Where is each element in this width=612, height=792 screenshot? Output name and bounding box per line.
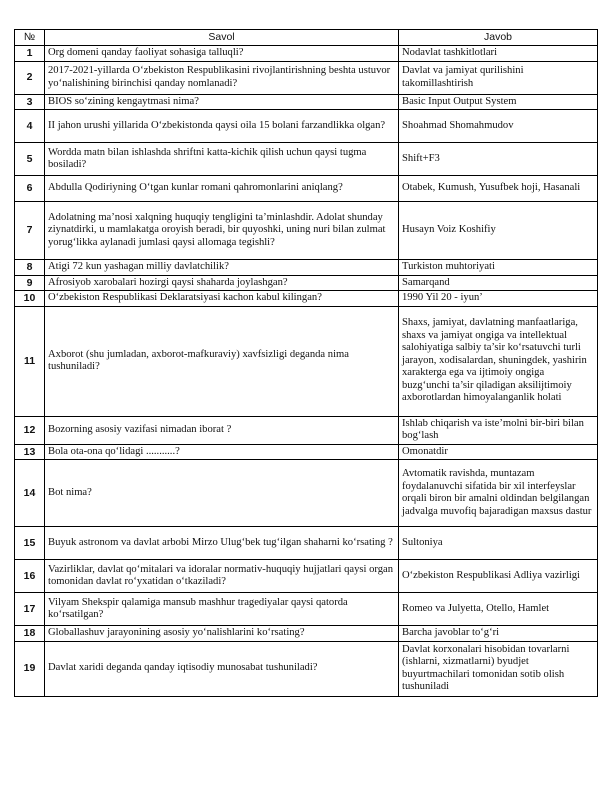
question-cell: II jahon urushi yillarida O‘zbekistonda qaysi oila 15 bolani farzandlikka olgan? [45, 110, 399, 143]
answer-cell: Turkiston muhtoriyati [399, 260, 598, 276]
table-row [15, 260, 598, 276]
row-number: 4 [15, 110, 45, 143]
table-row [15, 416, 598, 444]
question-cell: Vilyam Shekspir qalamiga mansub mashhur tragediyalar qaysi qatorda ko‘rsatilgan? [45, 593, 399, 626]
header-answer: Javob [399, 30, 598, 46]
header-row [15, 30, 598, 46]
row-number: 18 [15, 626, 45, 642]
row-number: 7 [15, 202, 45, 260]
table-row [15, 306, 598, 416]
table-row [15, 593, 598, 626]
answer-cell: Avtomatik ravishda, muntazam foydalanuvchi sifatida bir xil interfeyslar orqali biron bir amalni oldindan belgilangan jadvalga muvofiq bajaradigan maxsus dastur [399, 460, 598, 527]
table-row [15, 176, 598, 202]
table-row [15, 560, 598, 593]
question-cell: 2017-2021-yillarda O‘zbekiston Respublikasini rivojlantirishning beshta ustuvor yo‘nalishining birinchisi qanday nomlanadi? [45, 61, 399, 94]
row-number: 3 [15, 94, 45, 110]
table-row [15, 46, 598, 62]
answer-cell: Ishlab chiqarish va iste’molni bir-biri bilan bog‘lash [399, 416, 598, 444]
answer-cell: Sultoniya [399, 527, 598, 560]
answer-cell: 1990 Yil 20 - iyun’ [399, 291, 598, 307]
question-cell: O‘zbekiston Respublikasi Deklaratsiyasi kachon kabul kilingan? [45, 291, 399, 307]
question-cell: Wordda matn bilan ishlashda shriftni katta-kichik qilish uchun qaysi tugma bosiladi? [45, 143, 399, 176]
row-number: 14 [15, 460, 45, 527]
table-row [15, 444, 598, 460]
row-number: 10 [15, 291, 45, 307]
table-row [15, 94, 598, 110]
row-number: 17 [15, 593, 45, 626]
header-number: № [15, 30, 45, 46]
answer-cell: Otabek, Kumush, Yusufbek hoji, Hasanali [399, 176, 598, 202]
answer-cell: Nodavlat tashkitlotlari [399, 46, 598, 62]
question-cell: Afrosiyob xarobalari hozirgi qaysi shaharda joylashgan? [45, 275, 399, 291]
answer-cell: Romeo va Julyetta, Otello, Hamlet [399, 593, 598, 626]
row-number: 1 [15, 46, 45, 62]
question-cell: BIOS so‘zining kengaytmasi nima? [45, 94, 399, 110]
row-number: 19 [15, 641, 45, 696]
answer-cell: Shaxs, jamiyat, davlatning manfaatlariga, shaxs va jamiyat ongiga va intellektual salohiyatiga salbiy ta’sir ko‘rsatuvchi turli jarayon, xodisalardan, shuningdek, yashirin xarakterga ega va ijtimoiy ongiga buzg‘unchi ta’sir qiladigan aksilijtimoiy axborotlardan himoyalanganlik holati [399, 306, 598, 416]
table-row [15, 460, 598, 527]
table-row [15, 626, 598, 642]
question-cell: Globallashuv jarayonining asosiy yo‘nalishlarini ko‘rsating? [45, 626, 399, 642]
answer-cell: Shift+F3 [399, 143, 598, 176]
question-cell: Buyuk astronom va davlat arbobi Mirzo Ulug‘bek tug‘ilgan shaharni ko‘rsating ? [45, 527, 399, 560]
row-number: 11 [15, 306, 45, 416]
question-cell: Bola ota-ona qo‘lidagi ...........? [45, 444, 399, 460]
question-cell: Org domeni qanday faoliyat sohasiga talluqli? [45, 46, 399, 62]
question-cell: Axborot (shu jumladan, axborot-mafkuraviy) xavfsizligi deganda nima tushuniladi? [45, 306, 399, 416]
answer-cell: Davlat va jamiyat qurilishini takomillashtirish [399, 61, 598, 94]
question-cell: Abdulla Qodiriyning O‘tgan kunlar romani qahromonlarini aniqlang? [45, 176, 399, 202]
answer-cell: Davlat korxonalari hisobidan tovarlarni (ishlarni, xizmatlarni) byudjet buyurtmachilari tomonidan sotib olish tushuniladi [399, 641, 598, 696]
answer-cell: O‘zbekiston Respublikasi Adliya vazirligi [399, 560, 598, 593]
qa-table [14, 29, 598, 697]
row-number: 16 [15, 560, 45, 593]
table-row [15, 110, 598, 143]
answer-cell: Shoahmad Shomahmudov [399, 110, 598, 143]
question-cell: Adolatning ma’nosi xalqning huquqiy tengligini ta’minlashdir. Adolat shunday ziynatdirki, u mamlakatga oroyish beradi, bir quyoshki, uning nuri bilan zulmat yorug‘likka aylanadi jumlasi qaysi allomaga tegishli? [45, 202, 399, 260]
question-cell: Atigi 72 kun yashagan milliy davlatchilik? [45, 260, 399, 276]
table-row [15, 61, 598, 94]
table-row [15, 275, 598, 291]
table-row [15, 527, 598, 560]
question-cell: Bozorning asosiy vazifasi nimadan iborat ? [45, 416, 399, 444]
answer-cell: Samarqand [399, 275, 598, 291]
row-number: 12 [15, 416, 45, 444]
table-row [15, 143, 598, 176]
table-row [15, 641, 598, 696]
row-number: 2 [15, 61, 45, 94]
row-number: 9 [15, 275, 45, 291]
row-number: 6 [15, 176, 45, 202]
table-row [15, 291, 598, 307]
answer-cell: Basic Input Output System [399, 94, 598, 110]
answer-cell: Barcha javoblar to‘g‘ri [399, 626, 598, 642]
header-question: Savol [45, 30, 399, 46]
row-number: 8 [15, 260, 45, 276]
row-number: 15 [15, 527, 45, 560]
row-number: 5 [15, 143, 45, 176]
question-cell: Bot nima? [45, 460, 399, 527]
question-cell: Vazirliklar, davlat qo‘mitalari va idoralar normativ-huquqiy hujjatlari qaysi organ tomonidan davlat ro‘yxatidan o‘tkaziladi? [45, 560, 399, 593]
answer-cell: Omonatdir [399, 444, 598, 460]
table-row [15, 202, 598, 260]
row-number: 13 [15, 444, 45, 460]
answer-cell: Husayn Voiz Koshifiy [399, 202, 598, 260]
question-cell: Davlat xaridi deganda qanday iqtisodiy munosabat tushuniladi? [45, 641, 399, 696]
